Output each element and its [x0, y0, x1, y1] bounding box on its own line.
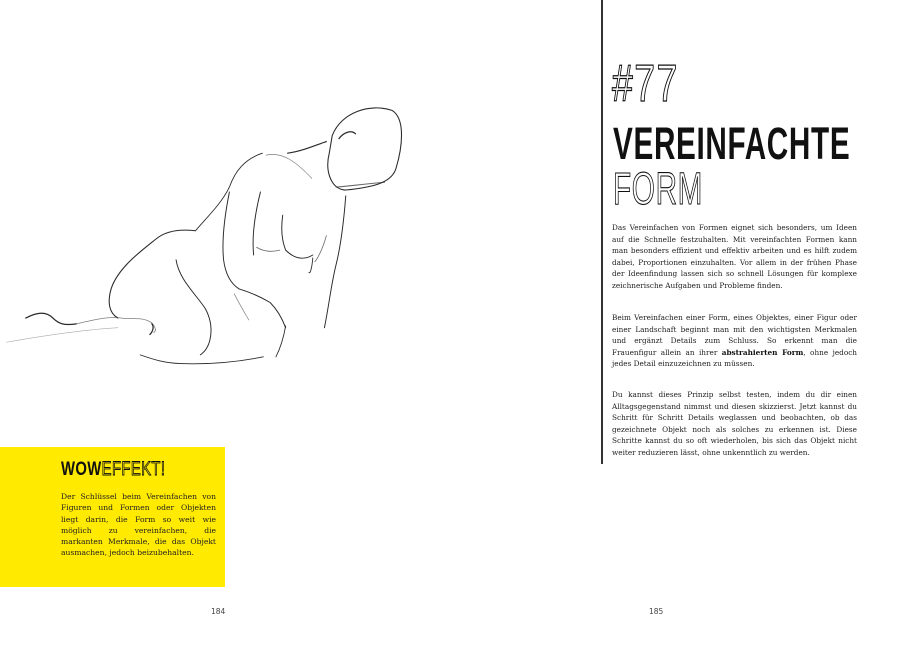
wow-title-outline: EFFEKT! [101, 459, 166, 480]
paragraph-2-text-before: Beim Vereinfachen einer Form, eines Objektes, einer Figur oder einer Landschaft beginnt man mit den wichtigsten Merkmalen und ergänzt Details zum Schluss. So erkennt man die Frauenfigur allein an ihrer [612, 313, 857, 357]
page-number-left: 184 [211, 607, 226, 616]
page-title-line2: FORM [613, 163, 704, 214]
body-paragraph-1: Das Vereinfachen von Formen eignet sich besonders, um Ideen auf die Schnelle festzuhalten. Mit vereinfachten Formen kann man besonders effizient und effektiv arbeiten und es hilft zudem dabei, Proportionen einzuhalten. Vor allem in der frühen Phase der Ideenfindung lassen sich so schnell Lösungen für komplexe zeichnerische Aufgaben und Probleme finden. [612, 223, 857, 290]
chapter-number: #77 [612, 55, 679, 113]
page-title-line1: VEREINFACHTE [613, 118, 851, 169]
vertical-rule [601, 0, 603, 464]
wow-effekt-box [0, 447, 225, 587]
wow-effekt-text: Der Schlüssel beim Vereinfachen von Figuren und Formen oder Objekten liegt darin, die Form so weit wie möglich zu vereinfachen, die markanten Merkmale, die das Objekt ausmachen, jedoch beizubehalten. [61, 492, 216, 558]
page-number-right: 185 [649, 607, 664, 616]
wow-effekt-title [61, 460, 165, 480]
wow-title-solid: WOW [61, 459, 102, 480]
figure-sketch-illustration [0, 95, 420, 415]
left-page [0, 0, 456, 648]
body-paragraph-3: Du kannst dieses Prinzip selbst testen, indem du dir einen Alltagsgegenstand nimmst und diesen skizzierst. Jetzt kannst du Schritt für Schritt Details weglassen und beobachten, ob das gezeichnete Objekt noch als solches zu erkennen ist. Diese Schritte kannst du so oft wiederholen, bis sich das Objekt nicht weiter reduzieren lässt, ohne unkenntlich zu werden. [612, 390, 857, 457]
paragraph-2-bold: abstrahierten Form [721, 347, 804, 357]
paragraph-2-text-after: , ohne jedoch jedes Detail einzuzeichnen zu müssen. [612, 347, 857, 368]
body-paragraph-2 [612, 312, 857, 370]
